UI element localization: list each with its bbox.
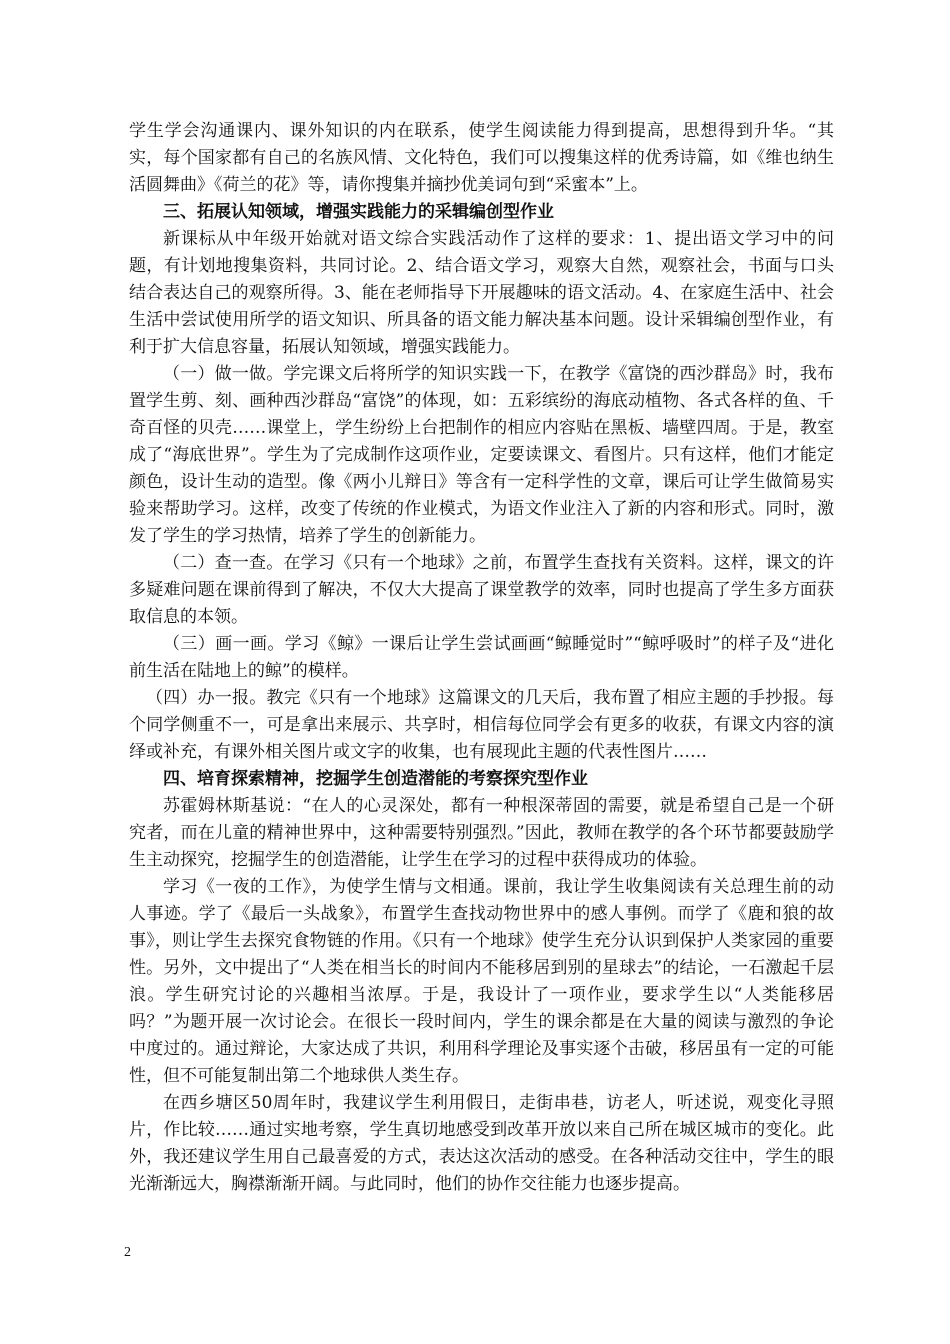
page-number: 2	[124, 1245, 131, 1260]
paragraph-lessons: 学习《一夜的工作》，为使学生情与文相通。课前，我让学生收集阅读有关总理生前的动人事迹。学了《最后一头战象》，布置学生查找动物世界中的感人事例。而学了《鹿和狼的故事》，则让学生去探究食物链的作用。《只有一个地球》使学生充分认识到保护人类家园的重要性。另外，文中提出了“人类在相当长的时间内不能移居到别的星球去”的结论，一石激起千层浪。学生研究讨论的兴趣相当浓厚。于是，我设计了一项作业，要求学生以“人类能移居吗？”为题开展一次讨论会。在很长一段时间内，学生的课余都是在大量的阅读与激烈的争论中度过的。通过辩论，大家达成了共识，利用科学理论及事实逐个击破，移居虽有一定的可能性，但不可能复制出第二个地球供人类生存。	[129, 877, 834, 1086]
paragraph-look-it-up: （二）查一查。在学习《只有一个地球》之前，布置学生查找有关资料。这样，课文的许多疑难问题在课前得到了解决，不仅大大提高了课堂教学的效率，同时也提高了学生多方面获取信息的本领。	[129, 553, 834, 627]
document-body	[129, 118, 834, 1198]
paragraph-continued: 学生学会沟通课内、课外知识的内在联系，使学生阅读能力得到提高，思想得到升华。“其实，每个国家都有自己的名族风情、文化特色，我们可以搜集这样的优秀诗篇，如《维也纳生活圆舞曲》《荷兰的花》等，请你搜集并摘抄优美词句到“采蜜本”上。	[129, 121, 834, 195]
section-heading-3: 三、拓展认知领域，增强实践能力的采辑编创型作业	[163, 202, 554, 222]
paragraph-field-study: 在西乡塘区50周年时，我建议学生利用假日，走街串巷，访老人，听述说，观变化寻照片，作比较……通过实地考察，学生真切地感受到改革开放以来自己所在城区城市的变化。此外，我还建议学生用自己最喜爱的方式，表达这次活动的感受。在各种活动交往中，学生的眼光渐渐远大，胸襟渐渐开阔。与此同时，他们的协作交往能力也逐步提高。	[129, 1093, 834, 1194]
section-heading-4: 四、培育探索精神，挖掘学生创造潜能的考察探究型作业	[163, 769, 588, 789]
paragraph-do-it: （一）做一做。学完课文后将所学的知识实践一下，在教学《富饶的西沙群岛》时，我布置学生剪、刻、画种西沙群岛“富饶”的体现，如：五彩缤纷的海底动植物、各式各样的鱼、千奇百怪的贝壳……课堂上，学生纷纷上台把制作的相应内容贴在黑板、墙壁四周。于是，教室成了“海底世界”。学生为了完成制作这项作业，定要读课文、看图片。只有这样，他们才能定颜色，设计生动的造型。像《两小儿辩日》等含有一定科学性的文章，课后可让学生做简易实验来帮助学习。这样，改变了传统的作业模式，为语文作业注入了新的内容和形式。同时，激发了学生的学习热情，培养了学生的创新能力。	[129, 364, 834, 546]
paragraph-sukhomlinsky: 苏霍姆林斯基说：“在人的心灵深处，都有一种根深蒂固的需要，就是希望自己是一个研究者，而在儿童的精神世界中，这种需要特别强烈。”因此，教师在教学的各个环节都要鼓励学生主动探究，挖掘学生的创造潜能，让学生在学习的过程中获得成功的体验。	[129, 796, 834, 870]
paragraph-newspaper: （四）办一报。教完《只有一个地球》这篇课文的几天后，我布置了相应主题的手抄报。每个同学侧重不一，可是拿出来展示、共享时，相信每位同学会有更多的收获，有课文内容的演绎或补充，有课外相关图片或文字的收集，也有展现此主题的代表性图片……	[129, 688, 834, 762]
paragraph-curriculum: 新课标从中年级开始就对语文综合实践活动作了这样的要求：1、提出语文学习中的问题，有计划地搜集资料，共同讨论。2、结合语文学习，观察大自然，观察社会，书面与口头结合表达自己的观察所得。3、能在老师指导下开展趣味的语文活动。4、在家庭生活中、社会生活中尝试使用所学的语文知识、所具备的语文能力解决基本问题。设计采辑编创型作业，有利于扩大信息容量，拓展认知领域，增强实践能力。	[129, 229, 834, 357]
paragraph-draw-it: （三）画一画。学习《鲸》一课后让学生尝试画画“鲸睡觉时”“鲸呼吸时”的样子及“进化前生活在陆地上的鲸”的模样。	[129, 634, 834, 681]
